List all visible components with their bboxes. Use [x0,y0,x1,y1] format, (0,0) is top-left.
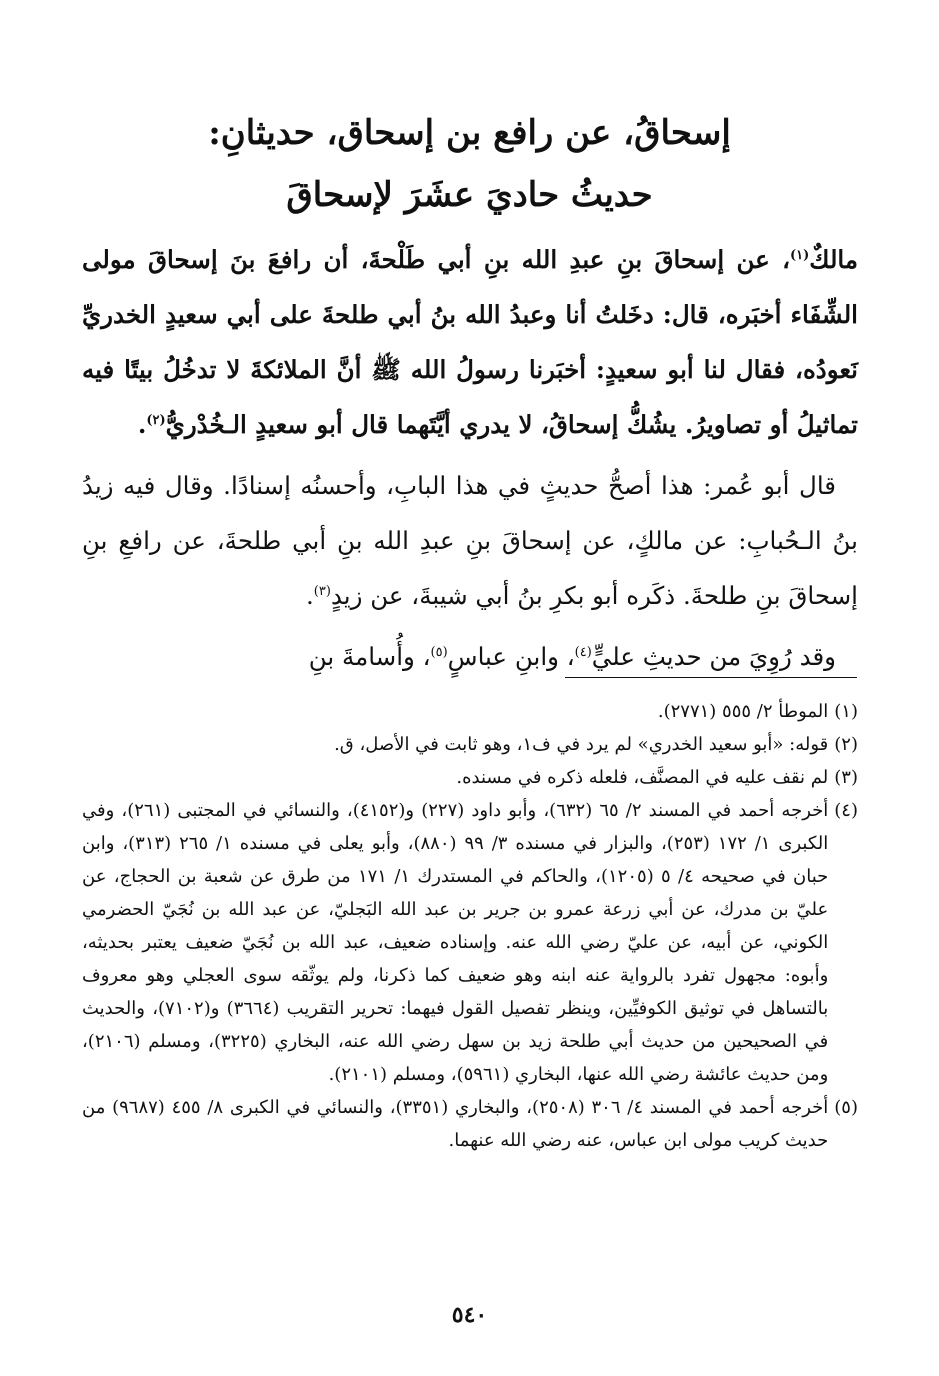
continuation-part-b: ، وابنِ عباسٍ [447,642,575,671]
footnote-text: أخرجه أحمد في المسند ٤/ ٣٠٦ (٢٥٠٨)، والبخاري (٣٣٥١)، والنسائي في الكبرى ٨/ ٤٥٥ (٩٦٨٧) من حديث كريب مولى ابن عباس، عنه رضي الله عنهما. [82,1097,829,1151]
footnote-ref-5: (٥) [430,644,448,660]
page-number: ٥٤٠ [451,1302,488,1328]
hadith-paragraph [82,232,858,452]
footnote-ref-1: (١) [790,247,810,263]
footnote-2 [82,728,858,761]
hadith-text: ، عن إسحاقَ بنِ عبدِ الله بنِ أبي طَلْحةَ، أن رافعَ بنَ إسحاقَ مولى الشِّفَاء أخبَره، قال: دخَلتُ أنا وعبدُ الله بنُ أبي طلحةَ على أبي سعيدٍ الخدريِّ نَعودُه، فقال لنا أبو سعيدٍ: أخبَرنا رسولُ الله ﷺ أنَّ الملائكةَ لا تدخُلُ بيتًا فيه تماثيلُ أو تصاويرُ. يشُكُّ إسحاقُ، لا يدري أيَّتَهما قال أبو سعيدٍ الـخُدْريُّ [82,245,858,439]
commentary-text: قال أبو عُمر: هذا أصحُّ حديثٍ في هذا البابِ، وأحسنُه إسنادًا. وقال فيه زيدُ بنُ الـحُبابِ: عن مالكٍ، عن إسحاقَ بنِ عبدِ الله بنِ أبي طلحةَ، عن رافعِ بنِ إسحاقَ بنِ طلحةَ. ذكَره أبو بكرِ بنُ أبي شيبةَ، عن زيدٍ [82,471,858,610]
footnote-1 [82,695,858,728]
footnote-text: الموطأ ٢/ ٥٥٥ (٢٧٧١). [657,701,829,722]
footnote-ref-3: (٣) [313,583,331,599]
footnote-4 [82,794,858,1091]
main-text [82,232,858,684]
footnote-number: (٢) [834,734,858,755]
footnote-number: (١) [834,701,858,722]
hadith-end: . [137,410,147,439]
footnote-3 [82,761,858,794]
footnote-separator [565,677,857,678]
footnote-ref-4: (٤) [574,644,592,660]
footnote-number: (٥) [834,1097,858,1118]
footnote-text: لم نقف عليه في المصنَّف، فلعله ذكره في مسنده. [456,767,829,788]
footnote-number: (٣) [834,767,858,788]
narrator-lead: مالكٌ [809,245,858,274]
continuation-part-c: ، وأُسامةَ بنِ [308,642,431,671]
footnote-text: أخرجه أحمد في المسند ٢/ ٦٥ (٦٣٢)، وأبو داود (٢٢٧) و(٤١٥٢)، والنسائي في المجتبى (٢٦١)، وفي الكبرى ١/ ١٧٢ (٢٥٣)، والبزار في مسنده ٣/ ٩٩ (٨٨٠)، وأبو يعلى في مسنده ١/ ٢٦٥ (٣١٣)، وابن حبان في صحيحه ٤/ ٥ (١٢٠٥)، والحاكم في المستدرك ١/ ١٧١ من طرق عن شعبة بن الحجاج، عن عليّ بن مدرك، عن أبي زرعة عمرو بن جرير بن عبد الله البَجليّ، عن عبد الله بن نُجَيّ الحضرمي الكوني، عن أبيه، عن عليّ رضي الله عنه. وإسناده ضعيف، عبد الله بن نُجَيّ ضعيف يعتبر بحديثه، وأبوه: مجهول تفرد بالرواية عنه ابنه وهو ضعيف كما ذكرنا، ولم يوثّقه سوى العجلي وهو معروف بالتساهل في توثيق الكوفيِّين، وينظر تفصيل القول فيهما: تحرير التقريب (٣٦٦٤) و(٧١٠٢)، والحديث في الصحيحين من حديث أبي طلحة زيد بن سهل رضي الله عنه، البخاري (٣٢٢٥)، ومسلم (٢١٠٦)، ومن حديث عائشة رضي الله عنها، البخاري (٥٩٦١)، ومسلم (٢١٠١). [82,800,829,1085]
commentary-paragraph [82,458,858,623]
commentary-end: . [306,581,314,610]
continuation-paragraph [82,629,858,684]
continuation-part-a: وقد رُوِيَ من حديثِ عليٍّ [591,642,836,671]
footnotes [82,695,858,1157]
footnote-ref-2: (٢) [146,412,166,428]
footnote-number: (٤) [834,800,858,821]
footnote-text: قوله: «أبو سعيد الخدري» لم يرد في ف١، وهو ثابت في الأصل، ق. [334,734,829,755]
hadith-subheading: حديثُ حاديَ عشَرَ لإسحاقَ [286,175,653,215]
chapter-heading: إسحاقُ، عن رافع بن إسحاق، حديثانِ: [208,113,731,153]
footnote-5 [82,1091,858,1157]
